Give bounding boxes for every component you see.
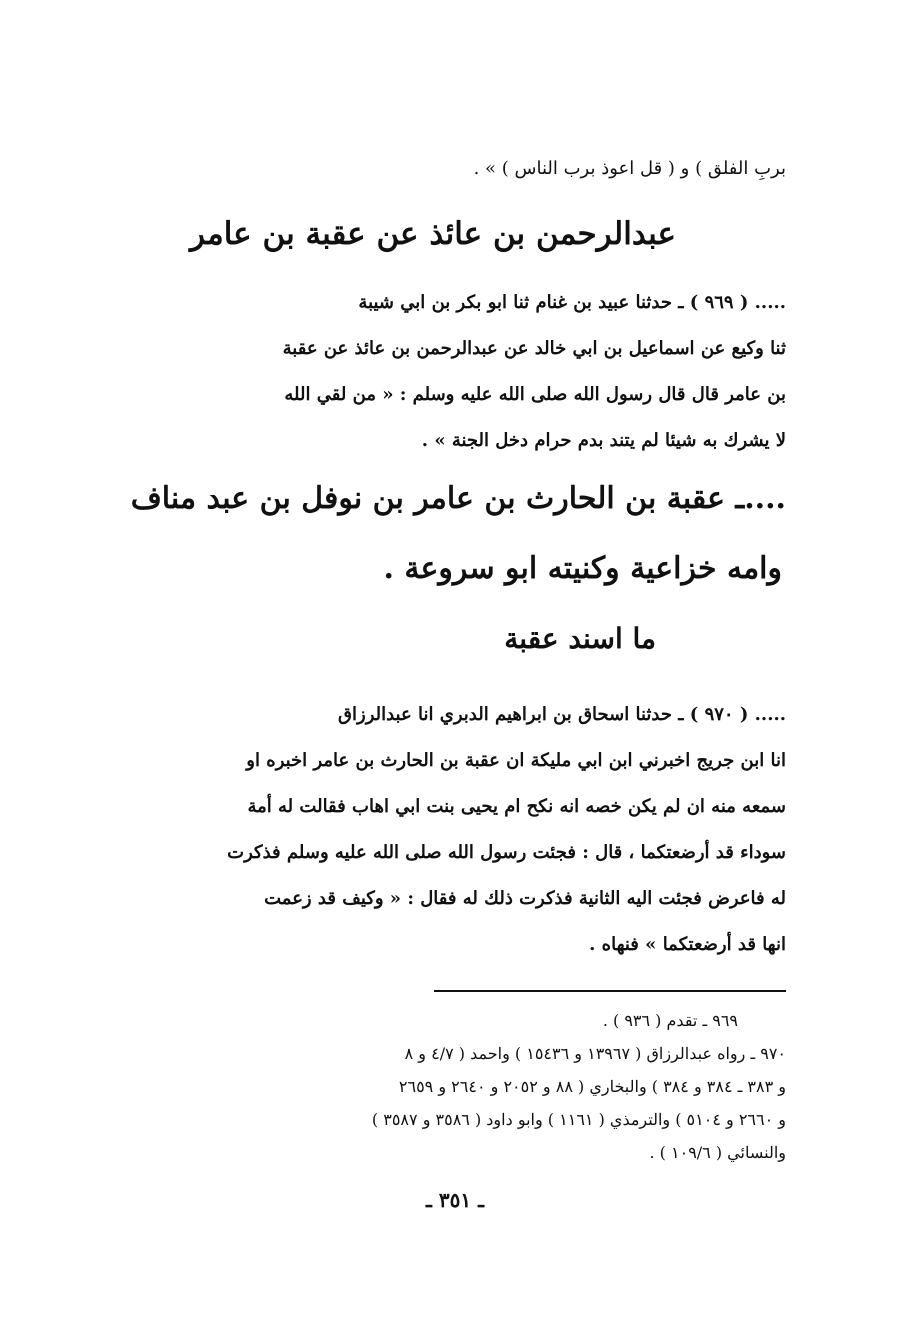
hadith-969-line: ثنا وكيع عن اسماعيل بن ابي خالد عن عبدالرحمن بن عائذ عن عقبة [282,338,786,359]
footnote-divider [434,990,786,992]
hadith-970-line: له فاعرض فجئت اليه الثانية فذكرت ذلك له فقال : « وكيف قد زعمت [264,888,786,909]
hadith-969-line: ..... ( ٩٦٩ ) ـ حدثنا عبيد بن غنام ثنا ابو بكر بن ابي شيبة [358,292,786,313]
page-number: ـ ٣٥١ ـ [426,1188,484,1212]
footnotes [80,1004,786,1169]
document-page [80,140,786,1240]
footnote-line: و ٢٦٦٠ و ٥١٠٤ ) والترمذي ( ١١٦١ ) وابو داود ( ٣٥٨٦ و ٣٥٨٧ ) [371,1110,786,1129]
hadith-970-line: سوداء قد أرضعتكما ، قال : فجئت رسول الله صلى الله عليه وسلم فذكرت [227,842,786,863]
footnote-line: ٩٦٩ ـ تقدم ( ٩٣٦ ) . [602,1011,738,1030]
section-title: عبدالرحمن بن عائذ عن عقبة بن عامر [190,216,676,252]
hadith-969-line: بن عامر قال قال رسول الله صلى الله عليه وسلم : « من لقي الله [284,384,786,405]
hadith-969 [80,280,786,464]
subheading: ما اسند عقبة [504,622,656,655]
hadith-970-line: انها قد أرضعتكما » فنهاه . [589,934,786,955]
biography-heading-line1: ....ـ عقبة بن الحارث بن عامر بن نوفل بن عبد مناف [130,481,786,516]
hadith-969-line: لا يشرك به شيئا لم يتند بدم حرام دخل الجنة » . [421,430,786,451]
continuation-line: بربِ الفلق ) و ( قل اعوذ برب الناس ) » . [473,158,786,179]
footnote-line: والنسائي ( ١٠٩/٦ ) . [649,1143,786,1162]
hadith-970-line: ..... ( ٩٧٠ ) ـ حدثنا اسحاق بن ابراهيم الدبري انا عبدالرزاق [338,704,786,725]
footnote-line: ٩٧٠ ـ رواه عبدالرزاق ( ١٣٩٦٧ و ١٥٤٣٦ ) واحمد ( ٤/٧ و ٨ [404,1044,786,1063]
footnote-line: و ٣٨٣ ـ ٣٨٤ و ٣٨٤ ) والبخاري ( ٨٨ و ٢٠٥٢ و ٢٦٤٠ و ٢٦٥٩ [398,1077,786,1096]
hadith-970-line: سمعه منه ان لم يكن خصه انه نكح ام يحيى بنت ابي اهاب فقالت له أمة [247,796,786,817]
biography-heading-line2: وامه خزاعية وكنيته ابو سروعة . [383,551,782,586]
hadith-970 [80,692,786,968]
hadith-970-line: انا ابن جريج اخبرني ابن ابي مليكة ان عقبة بن الحارث بن عامر اخبره او [246,750,786,771]
